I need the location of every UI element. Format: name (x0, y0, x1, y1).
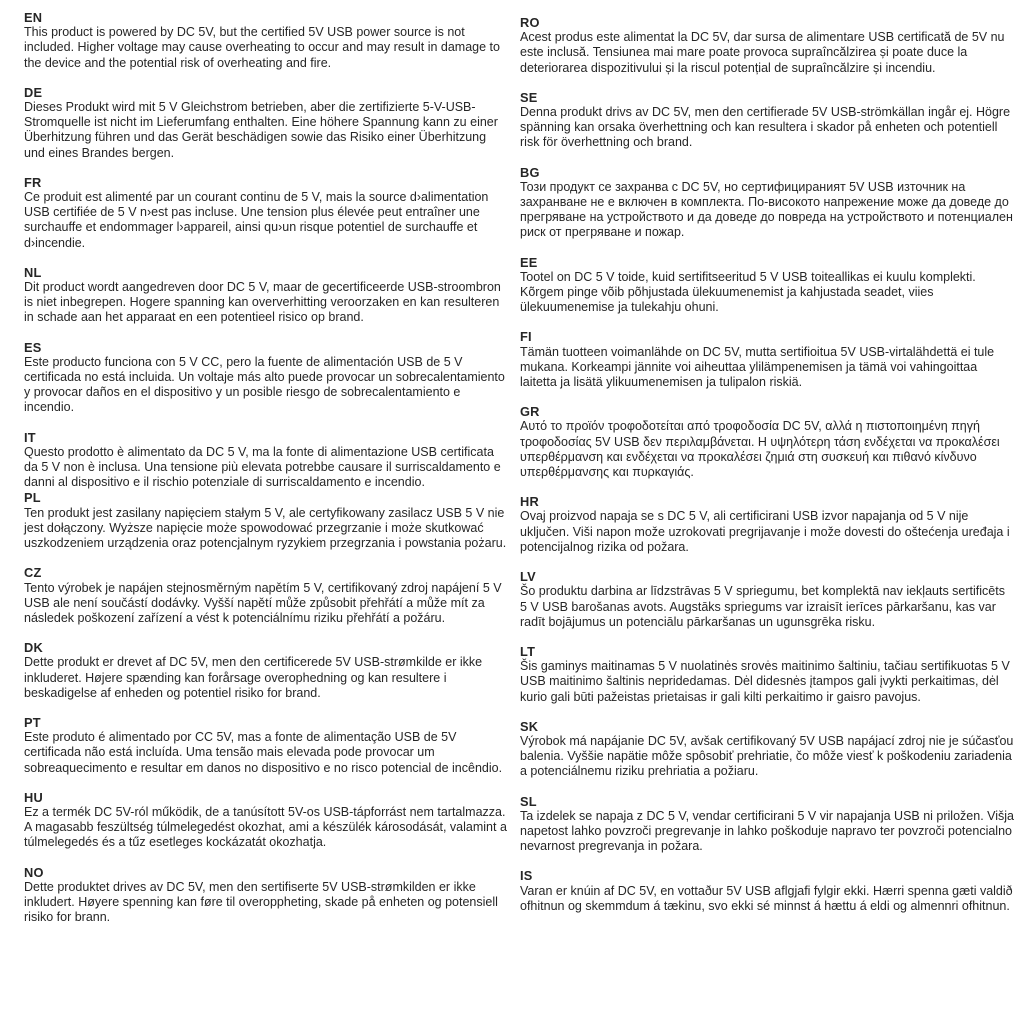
warning-text: Questo prodotto è alimentato da DC 5 V, ma la fonte di alimentazione USB certificata da 5 V non è inclusa. Una tensione più elevata potrebbe causare il surriscaldamento e danni al dispositivo e il rischio potenziale di surriscaldamento e incendio. (24, 444, 501, 490)
warning-text: This product is powered by DC 5V, but the certified 5V USB power source is not included. Higher voltage may cause overheating to occur and may result in damage to the device and the potential risk of overheating and fire. (24, 25, 500, 70)
language-code-label: NO (24, 864, 44, 880)
language-section (520, 719, 1014, 780)
language-section (520, 90, 1014, 151)
warning-text: Този продукт се захранва с DC 5V, но сертифицираният 5V USB източник на захранване не е включен в комплекта. По-високото напрежение може да доведе до прегряване на устройството и да доведе до повреда на устройството и потенциален риск от прегряване и пожар. (520, 179, 1013, 240)
warning-text: Varan er knúin af DC 5V, en vottaður 5V USB aflgjafi fylgir ekki. Hærri spenna gæti valdið ofhitnun og skemmdum á tækinu, svo ekki sé minnst á hættu á eldi og almennri ofhitnun. (520, 883, 1013, 913)
warning-text: Este producto funciona con 5 V CC, pero la fuente de alimentación USB de 5 V certificada no está incluida. Un voltaje más alto puede provocar un sobrecalentamiento y provocar daños en el dispositivo y un posible riesgo de sobrecalentamiento e incendio. (24, 354, 505, 415)
language-section (24, 340, 508, 416)
language-code-label: DK (24, 640, 43, 656)
language-section (24, 175, 508, 251)
language-section (520, 255, 1014, 316)
language-code-label: FI (520, 329, 532, 345)
language-code-label: EE (520, 254, 538, 270)
language-code-label: SK (520, 718, 539, 734)
warning-text: Ta izdelek se napaja z DC 5 V, vendar certificirani 5 V vir napajanja USB ni priložen. Višja napetost lahko povzroči pregrevanje in lahko poškoduje napravo ter povzroči potencialno nevarnost pregrevanja in požara. (520, 808, 1015, 854)
warning-text: Dette produkt er drevet af DC 5V, men den certificerede 5V USB-strømkilde er ikke inkluderet. Højere spænding kan forårsage overophedning og kan resultere i beskadigelse af enheden og potentiel risiko for brand. (24, 655, 483, 700)
language-section (520, 165, 1014, 241)
language-section (520, 404, 1014, 480)
warning-text: Dit product wordt aangedreven door DC 5 V, maar de gecertificeerde USB-stroombron is niet inbegrepen. Hogere spanning kan oververhitting veroorzaken en kan resulteren in schade aan het apparaat en een potentieel risico op brand. (24, 280, 501, 325)
language-code-label: PT (24, 714, 41, 730)
warning-text: Este produto é alimentado por CC 5V, mas a fonte de alimentação USB de 5V certificada não está incluída. Uma tensão mais elevada pode provocar um sobreaquecimento e resultar em danos no dispositivo e no risco potencial de incêndio. (24, 730, 503, 775)
language-code-label: HR (520, 494, 539, 510)
warning-text: Ez a termék DC 5V-ról működik, de a tanúsított 5V-os USB-tápforrást nem tartalmazza. A magasabb feszültség túlmelegedést okozhat, ami a készülék károsodását, valamint a túlmelegedés és a tűz esetleges kockázatát okozhatja. (24, 804, 507, 850)
language-code-label: GR (520, 404, 540, 420)
language-section (24, 790, 508, 851)
language-code-label: SL (520, 793, 537, 809)
language-section (24, 865, 508, 926)
language-code-label: FR (24, 174, 42, 190)
warning-text: Denna produkt drivs av DC 5V, men den certifierade 5V USB-strömkällan ingår ej. Högre spänning kan orsaka överhettning och kan resultera i skador på enheten och potentiell risk för överhettning och brand. (520, 105, 1011, 150)
warning-text: Tämän tuotteen voimanlähde on DC 5V, mutta sertifioitua 5V USB-virtalähdettä ei tule mukana. Korkeampi jännite voi aiheuttaa ylilämpenemisen ja tämä voi vahingoittaa laitetta ja lisätä ylikuumenemisen ja tulipalon riskiä. (520, 344, 995, 390)
language-code-label: DE (24, 84, 43, 100)
warning-text: Šis gaminys maitinamas 5 V nuolatinės srovės maitinimo šaltiniu, tačiau sertifikuotas 5 V USB maitinimo šaltinis nepridedamas. Dėl didesnės įtampos gali įvykti perkaitimas, dėl kurio gali būti pažeistas prietaisas ir gali kilti perkaitimo ir gaisro pavojus. (520, 659, 1010, 704)
language-section (24, 10, 508, 71)
warning-text: Ten produkt jest zasilany napięciem stałym 5 V, ale certyfikowany zasilacz USB 5 V nie jest dołączony. Wyższe napięcie może spowodować przegrzanie i może skutkować uszkodzeniem urządzenia oraz potencjalnym ryzykiem przegrzania i powstania pożaru. (24, 505, 507, 551)
warning-text: Dieses Produkt wird mit 5 V Gleichstrom betrieben, aber die zertifizierte 5-V-USB-Stromquelle ist nicht im Lieferumfang enthalten. Eine höhere Spannung kann zu einer Überhitzung führen und das Gerät beschädigen sowie das Risiko einer Überhitzung und eines Brandes bergen. (24, 100, 498, 160)
left-column (24, 10, 508, 1024)
language-section (24, 265, 508, 326)
language-code-label: IT (24, 429, 36, 445)
language-section (24, 640, 508, 701)
language-section (24, 85, 508, 161)
language-section (24, 715, 508, 776)
warning-text: Acest produs este alimentat la DC 5V, dar sursa de alimentare USB certificată de 5V nu este inclusă. Tensiunea mai mare poate provoca supraîncălzirea și poate duce la deteriorarea dispozitivului și la riscul potențial de supraîncălzire și incendiu. (520, 30, 1005, 75)
warning-text: Výrobok má napájanie DC 5V, avšak certifikovaný 5V USB napájací zdroj nie je súčasťou balenia. Vyššie napätie môže spôsobiť prehriatie, čo môže viesť k poškodeniu zariadenia a potenciálnemu riziku prehriatia a požiaru. (520, 733, 1014, 779)
language-code-label: IS (520, 868, 533, 884)
language-section (520, 494, 1014, 555)
warning-text: Αυτό το προϊόν τροφοδοτείται από τροφοδοσία DC 5V, αλλά η πιστοποιημένη πηγή τροφοδοσίας 5V USB δεν περιλαμβάνεται. Η υψηλότερη τάση ενδέχεται να προκαλέσει υπερθέρμανση και ενδέχεται να προκαλέσει ζημιά στη συσκευή και πιθανό κίνδυνο υπερθέρμανσης και πυρκαγιάς. (520, 419, 1000, 480)
warning-text: Šo produktu darbina ar līdzstrāvas 5 V spriegumu, bet komplektā nav iekļauts sertificēts 5 V USB barošanas avots. Augstāks spriegums var izraisīt ierīces pārkaršanu, kas var radīt bojājumus un potenciālu pārkaršanas un ugunsgrēka risku. (520, 584, 1005, 629)
right-column (520, 10, 1018, 1024)
language-code-label: LV (520, 569, 536, 585)
warning-text: Ovaj proizvod napaja se s DC 5 V, ali certificirani USB izvor napajanja od 5 V nije uključen. Viši napon može uzrokovati pregrijavanje i može dovesti do oštećenja uređaja i potencijalnog rizika od požara. (520, 509, 1010, 554)
language-section (24, 430, 508, 491)
language-code-label: ES (24, 339, 42, 355)
language-code-label: EN (24, 10, 43, 25)
language-code-label: HU (24, 789, 43, 805)
language-section (24, 490, 508, 551)
language-code-label: BG (520, 164, 540, 180)
warning-text: Tootel on DC 5 V toide, kuid sertifitseeritud 5 V USB toiteallikas ei kuulu komplekti. Kõrgem pinge võib põhjustada ülekuumenemist ja kahjustada seadet, viies ülekuumenemise ja tulekahju ohuni. (520, 269, 976, 315)
language-code-label: CZ (24, 565, 42, 581)
warning-text: Tento výrobek je napájen stejnosměrným napětím 5 V, certifikovaný zdroj napájení 5 V USB ale není součástí dodávky. Vyšší napětí může způsobit přehřátí a může mít za následek poškození zařízení a vést k potenciálnímu riziku přehřátí a požáru. (24, 580, 502, 625)
language-section (520, 794, 1014, 855)
language-code-label: RO (520, 15, 540, 30)
language-section (520, 644, 1014, 705)
language-section (24, 565, 508, 626)
language-code-label: NL (24, 264, 42, 280)
language-section (520, 569, 1014, 630)
language-code-label: LT (520, 643, 536, 659)
language-section (520, 329, 1014, 390)
language-code-label: PL (24, 490, 41, 506)
warning-text: Dette produktet drives av DC 5V, men den sertifiserte 5V USB-strømkilden er ikke inkludert. Høyere spenning kan føre til overoppheting, skade på enheten og potensiell risiko for brann. (24, 879, 498, 925)
language-code-label: SE (520, 89, 538, 105)
warning-text: Ce produit est alimenté par un courant continu de 5 V, mais la source d›alimentation USB certifiée de 5 V n›est pas incluse. Une tension plus élevée peut entraîner une surchauffe et endommager l›appareil, ainsi qu›un risque potentiel de surchauffe et d›incendie. (24, 190, 489, 250)
language-section (520, 868, 1014, 914)
language-section (520, 15, 1014, 76)
